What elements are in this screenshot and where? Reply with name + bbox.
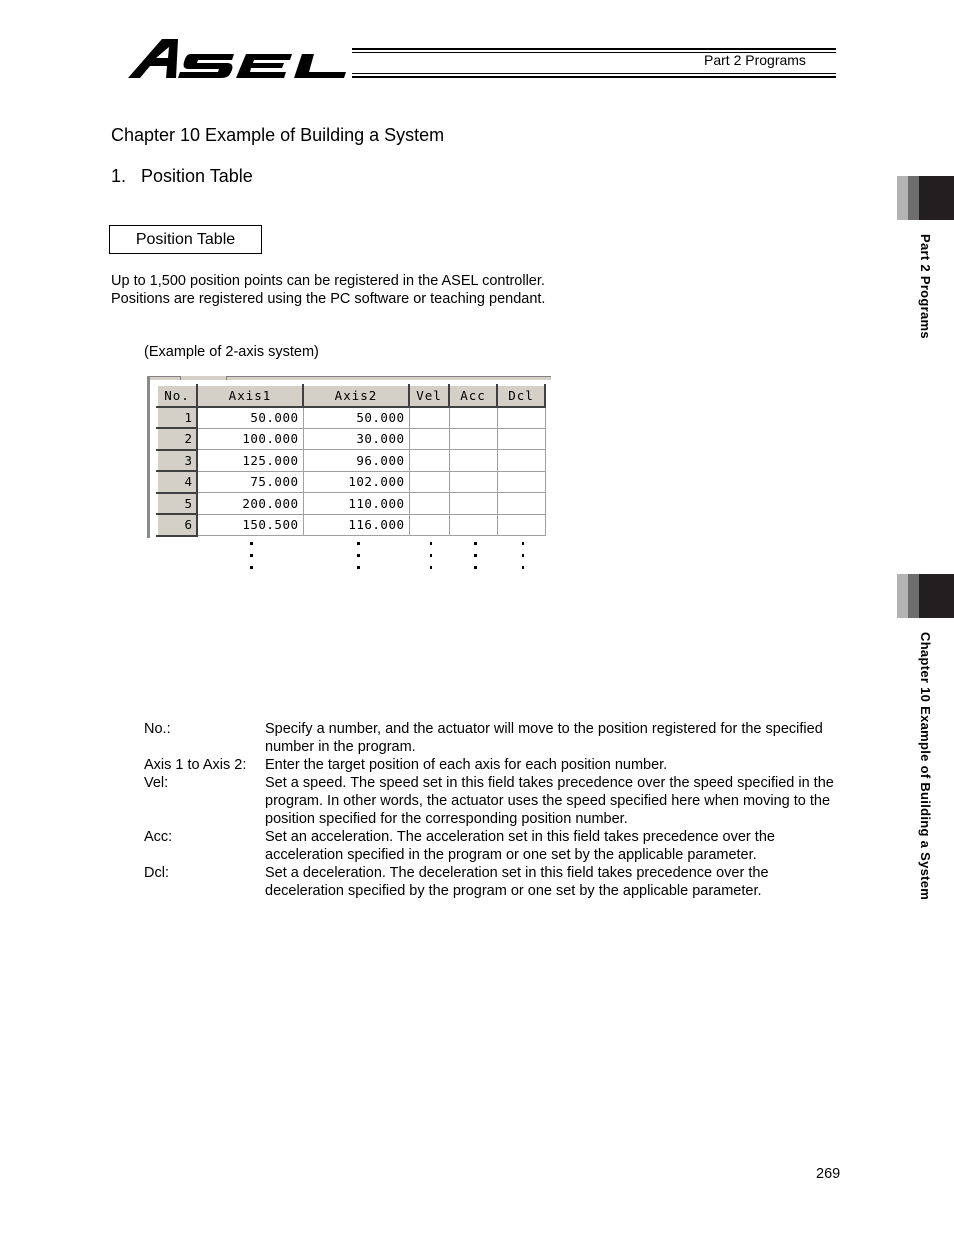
definition-description: Set a speed. The speed set in this field takes precedence over the speed specified in the program. In other words, the actuator uses the speed specified here when moving to the position specified for the corresponding position number. (265, 775, 834, 827)
cell-acc[interactable] (449, 450, 497, 472)
table-row (157, 514, 545, 536)
cell-axis1[interactable]: 50.000 (197, 407, 303, 429)
cell-axis1[interactable]: 150.500 (197, 514, 303, 536)
cell-vel[interactable] (409, 407, 449, 429)
column-header-dcl[interactable]: Dcl (497, 385, 545, 407)
continuation-dot (250, 542, 253, 545)
continuation-dot (250, 566, 253, 569)
asel-logo (126, 36, 348, 80)
cell-axis2[interactable]: 116.000 (303, 514, 409, 536)
row-number[interactable]: 2 (157, 428, 197, 450)
column-header-axis1[interactable]: Axis1 (197, 385, 303, 407)
continuation-dot (357, 542, 360, 545)
cell-dcl[interactable] (497, 514, 545, 536)
position-table-label-box: Position Table (109, 225, 262, 254)
definition-term: Axis 1 to Axis 2: (144, 757, 247, 773)
side-tab-marker (897, 574, 908, 618)
row-number[interactable]: 4 (157, 471, 197, 493)
cell-vel[interactable] (409, 450, 449, 472)
cell-acc[interactable] (449, 493, 497, 515)
table-row (157, 450, 545, 472)
column-header-vel[interactable]: Vel (409, 385, 449, 407)
continuation-dot (430, 554, 432, 557)
row-number[interactable]: 1 (157, 407, 197, 429)
cell-vel[interactable] (409, 428, 449, 450)
chapter-title: Chapter 10 Example of Building a System (111, 125, 445, 145)
cell-acc[interactable] (449, 428, 497, 450)
cell-vel[interactable] (409, 471, 449, 493)
cell-dcl[interactable] (497, 407, 545, 429)
row-number[interactable]: 3 (157, 450, 197, 472)
cell-acc[interactable] (449, 407, 497, 429)
continuation-dot (430, 566, 432, 569)
cell-axis2[interactable]: 96.000 (303, 450, 409, 472)
cell-dcl[interactable] (497, 471, 545, 493)
position-table (156, 384, 546, 537)
side-tab-part-label: Part 2 Programs (918, 234, 933, 339)
cell-dcl[interactable] (497, 428, 545, 450)
cell-axis1[interactable]: 75.000 (197, 471, 303, 493)
table-header-row (157, 385, 545, 407)
definition-description: Enter the target position of each axis for each position number. (265, 757, 668, 773)
definition-item (144, 720, 844, 756)
cell-axis2[interactable]: 30.000 (303, 428, 409, 450)
continuation-dot (357, 554, 360, 557)
column-header-axis2[interactable]: Axis2 (303, 385, 409, 407)
section-title: 1. Position Table (111, 166, 253, 186)
table-row (157, 428, 545, 450)
window-tab (180, 376, 227, 380)
cell-axis1[interactable]: 100.000 (197, 428, 303, 450)
cell-axis2[interactable]: 50.000 (303, 407, 409, 429)
continuation-dot (250, 554, 253, 557)
definition-description: Specify a number, and the actuator will move to the position registered for the specified number in the program. (265, 721, 823, 755)
side-tab-marker (908, 574, 919, 618)
intro-line-2: Positions are registered using the PC software or teaching pendant. (111, 291, 546, 307)
continuation-dot (522, 566, 524, 569)
header-section-label: Part 2 Programs (704, 52, 806, 68)
table-row (157, 493, 545, 515)
definition-term: Acc: (144, 829, 173, 845)
cell-acc[interactable] (449, 471, 497, 493)
continuation-dot (522, 542, 524, 545)
definition-term: Vel: (144, 775, 169, 791)
continuation-dot (474, 554, 477, 557)
side-tab-marker (919, 574, 954, 618)
field-definitions (144, 720, 844, 900)
definition-term: Dcl: (144, 865, 169, 881)
column-header-acc[interactable]: Acc (449, 385, 497, 407)
figure-caption: (Example of 2-axis system) (144, 344, 319, 360)
cell-vel[interactable] (409, 514, 449, 536)
definition-item (144, 828, 844, 864)
cell-axis2[interactable]: 102.000 (303, 471, 409, 493)
side-tab-marker (919, 176, 954, 220)
header-rule (352, 73, 836, 74)
definition-description: Set an acceleration. The acceleration set in this field takes precedence over the acceleration specified in the program or one set by the applicable parameter. (265, 829, 775, 863)
definition-item (144, 774, 844, 828)
column-header-no[interactable]: No. (157, 385, 197, 407)
definition-term: No.: (144, 721, 171, 737)
window-frame (147, 376, 150, 538)
continuation-dot (474, 542, 477, 545)
position-table-screenshot (147, 376, 551, 538)
definition-item (144, 756, 844, 774)
cell-vel[interactable] (409, 493, 449, 515)
intro-line-1: Up to 1,500 position points can be registered in the ASEL controller. (111, 273, 545, 289)
table-row (157, 407, 545, 429)
page-number: 269 (816, 1166, 841, 1182)
cell-axis1[interactable]: 200.000 (197, 493, 303, 515)
header-rule (352, 48, 836, 50)
continuation-dot (474, 566, 477, 569)
continuation-dot (430, 542, 432, 545)
cell-dcl[interactable] (497, 493, 545, 515)
header-rule (352, 76, 836, 78)
side-tab-marker (897, 176, 908, 220)
side-tab-marker (908, 176, 919, 220)
definition-description: Set a deceleration. The deceleration set in this field takes precedence over the deceleration specified by the program or one set by the applicable parameter. (265, 865, 769, 899)
side-tab-chapter-label: Chapter 10 Example of Building a System (918, 632, 933, 901)
cell-acc[interactable] (449, 514, 497, 536)
definition-item (144, 864, 844, 900)
table-row (157, 471, 545, 493)
continuation-dot (522, 554, 524, 557)
cell-axis1[interactable]: 125.000 (197, 450, 303, 472)
row-number[interactable]: 5 (157, 493, 197, 515)
row-number[interactable]: 6 (157, 514, 197, 536)
continuation-dot (357, 566, 360, 569)
cell-dcl[interactable] (497, 450, 545, 472)
cell-axis2[interactable]: 110.000 (303, 493, 409, 515)
